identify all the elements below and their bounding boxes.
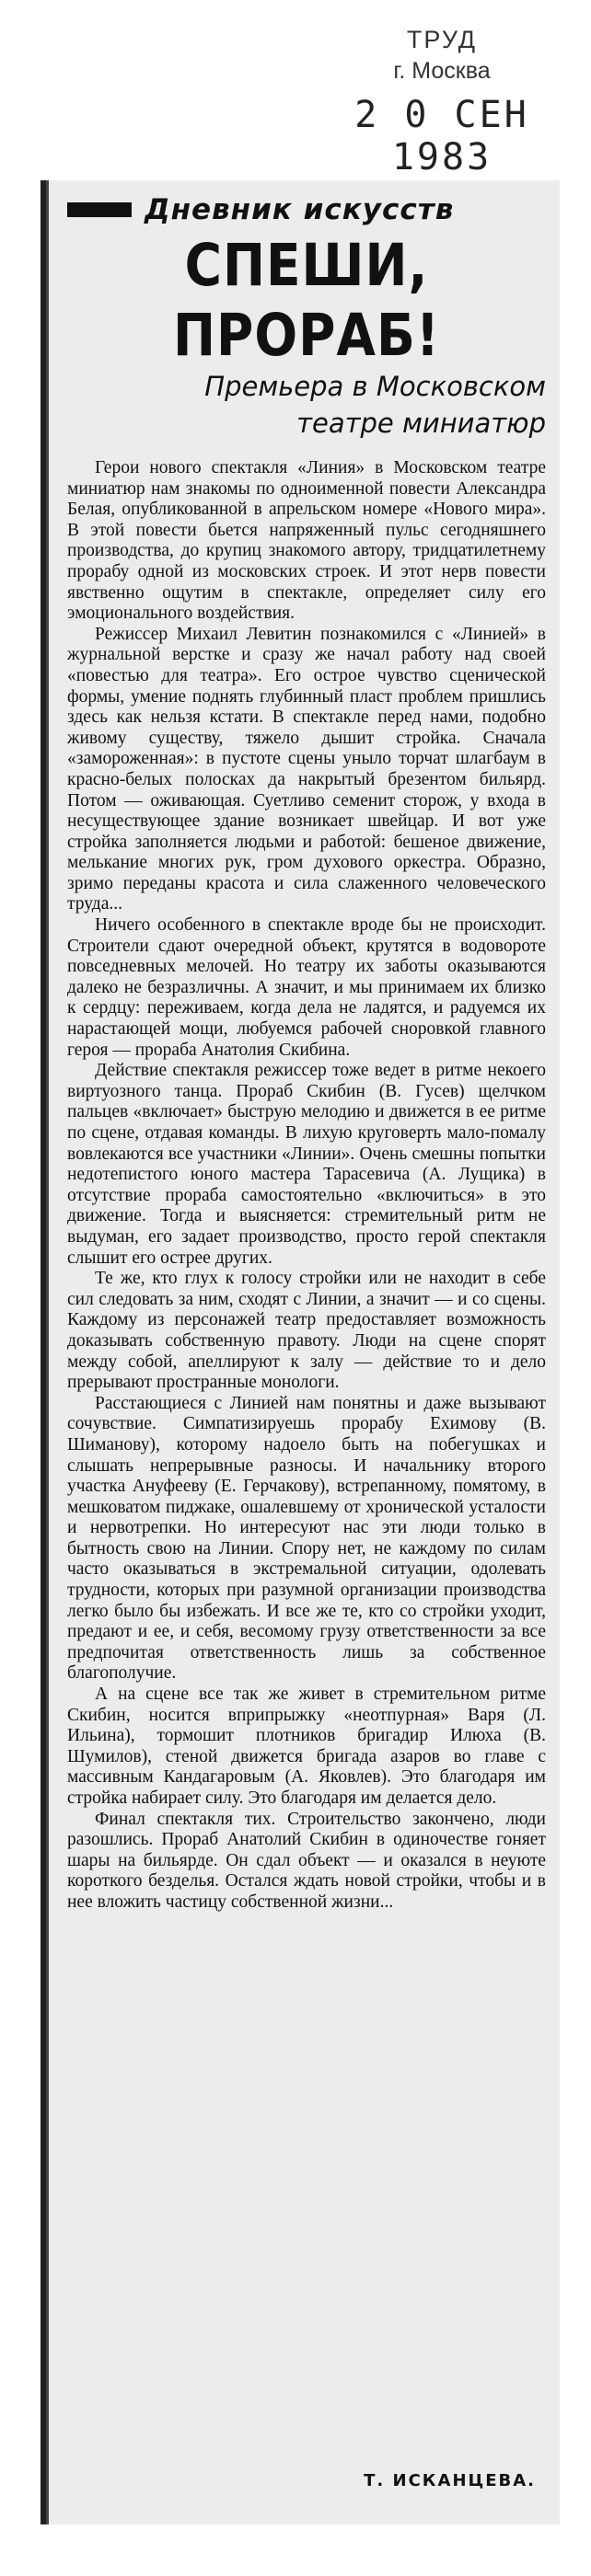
newspaper-name: ТРУД <box>406 26 478 53</box>
newspaper-city: г. Москва <box>393 58 491 84</box>
paragraph: Те же, кто глух к голосу стройки или не находит в себе сил следовать за ним, сходят с Линии, а значит — и со сцены. Каждому из персонажей театр предоставляет возможность доказывать собственную правоту. Люди на сцене спорят между собой, апеллируют к залу — действие то и дело прерывают пространные монологи. <box>67 1269 546 1393</box>
paragraph: Режиссер Михаил Левитин познакомился с «Линией» в журнальной верстке и сразу же начал работу над своей «повестью для театра». Его острое чувство сценической формы, умение поднять глубинный пласт проблем пришлись здесь как нельзя кстати. В спектакле перед нами, подобно живому существу, тяжело дышит стройка. Сначала «замороженная»: в пустоте сцены уныло торчат шлагбаум в красно-белых полосках да накрытый брезентом бильярд. Потом — оживающая. Суетливо семенит сторож, у входа в несуществующее здание возникает швейцар. И вот уже стройка заполняется людьми и работой: бешеное движение, мелькание многих рук, гром духового оркестра. Образно, зримо переданы красота и сила слаженного человеческого труда... <box>67 624 546 914</box>
archive-stamp <box>304 26 580 178</box>
subtitle-line-1: Премьера в Московском <box>204 371 546 402</box>
article-headline: СПЕШИ, ПРОРАБ! <box>173 231 440 369</box>
article-body <box>67 458 546 1914</box>
rubric <box>67 190 546 230</box>
stamp-date: 2 0 СЕН 1983 <box>354 94 529 178</box>
paragraph: Расстающиеся с Линией нам понятны и даже вызывают сочувствие. Симпатизируешь прорабу Ехимову (В. Шиманову), которому надоело быть на побегушках и слышать непрерывные разносы. И начальнику второго участка Ануфееву (Е. Герчакову), встрепанному, помятому, в мешковатом пиджаке, ошалевшему от хронической усталости и нервотрепки. Но интересуют нас эти люди только в бытность свою на Линии. Спору нет, не каждому по силам часто оказываться в экстремальной ситуации, одолевать трудности, которых при разумной организации производства легко было бы избежать. И все же те, кто со стройки уходит, предают и ее, и себя, весомому грузу ответственности за все предпочитая ответственность лишь за собственное благополучие. <box>67 1393 546 1684</box>
article-author: Т. ИСКАНЦЕВА. <box>364 2471 536 2490</box>
paragraph: А на сцене все так же живет в стремительном ритме Скибин, носится вприпрыжку «неотпурная» Варя (Л. Ильина), тормошит плотников бригадир Илюха (В. Шумилов), стеной движется бригада азаров во главе с массивным Кандагаровым (А. Яковлев). Это благодаря им стройка набирает силу. Это благодаря им делается дело. <box>67 1685 546 1808</box>
rubric-bar <box>67 202 132 217</box>
article-clipping <box>46 180 560 2524</box>
subtitle-line-2: театре миниатюр <box>296 408 546 439</box>
paragraph: Ничего особенного в спектакле вроде бы не происходит. Строители сдают очередной объект, крутятся в водовороте повседневных мелочей. Но театру их заботы оказываются далеко не безразличны. А значит, и мы принимаем их близко к сердцу: переживаем, когда дела не ладятся, и радуемся их нарастающей мощи, любуемся рабочей сноровкой главного героя — прораба Анатолия Скибина. <box>67 915 546 1060</box>
rubric-title: Дневник искусств <box>145 193 455 226</box>
paragraph: Герои нового спектакля «Линия» в Московском театре миниатюр нам знакомы по одноименной повести Александра Белая, опубликованной в апрельском номере «Нового мира». В этой повести бьется напряженный пульс сегодняшнего производства, до крупиц знакомого автору, тридцатилетнему прорабу одной из московских строек. И этот нерв повести явственно ощутим в спектакле, определяет силу его эмоционального воздействия. <box>67 458 546 624</box>
paragraph: Действие спектакля режиссер тоже ведет в ритме некоего виртуозного танца. Прораб Скибин (В. Гусев) щелчком пальцев «включает» быструю мелодию и движется в ее ритме по сцене, отдавая команды. В лихую круговерть мало-помалу вовлекаются все участники «Линии». Очень смешны попытки недотепистого юного мастера Тарасевича (А. Лущика) в отсутствие прораба самостоятельно «включиться» в это движение. Тогда и выясняется: стремительный ритм не выдуман, его задает производство, просто герой спектакля слышит его острее других. <box>67 1061 546 1268</box>
paragraph: Финал спектакля тих. Строительство закончено, люди разошлись. Прораб Анатолий Скибин в одиночестве гоняет шары на бильярде. Он сдал объект — и оказался в неуюте короткого безделья. Остался ждать новой стройки, чтобы и в нее вложить частицу собственной жизни... <box>67 1809 546 1912</box>
article-subtitle <box>67 368 546 442</box>
